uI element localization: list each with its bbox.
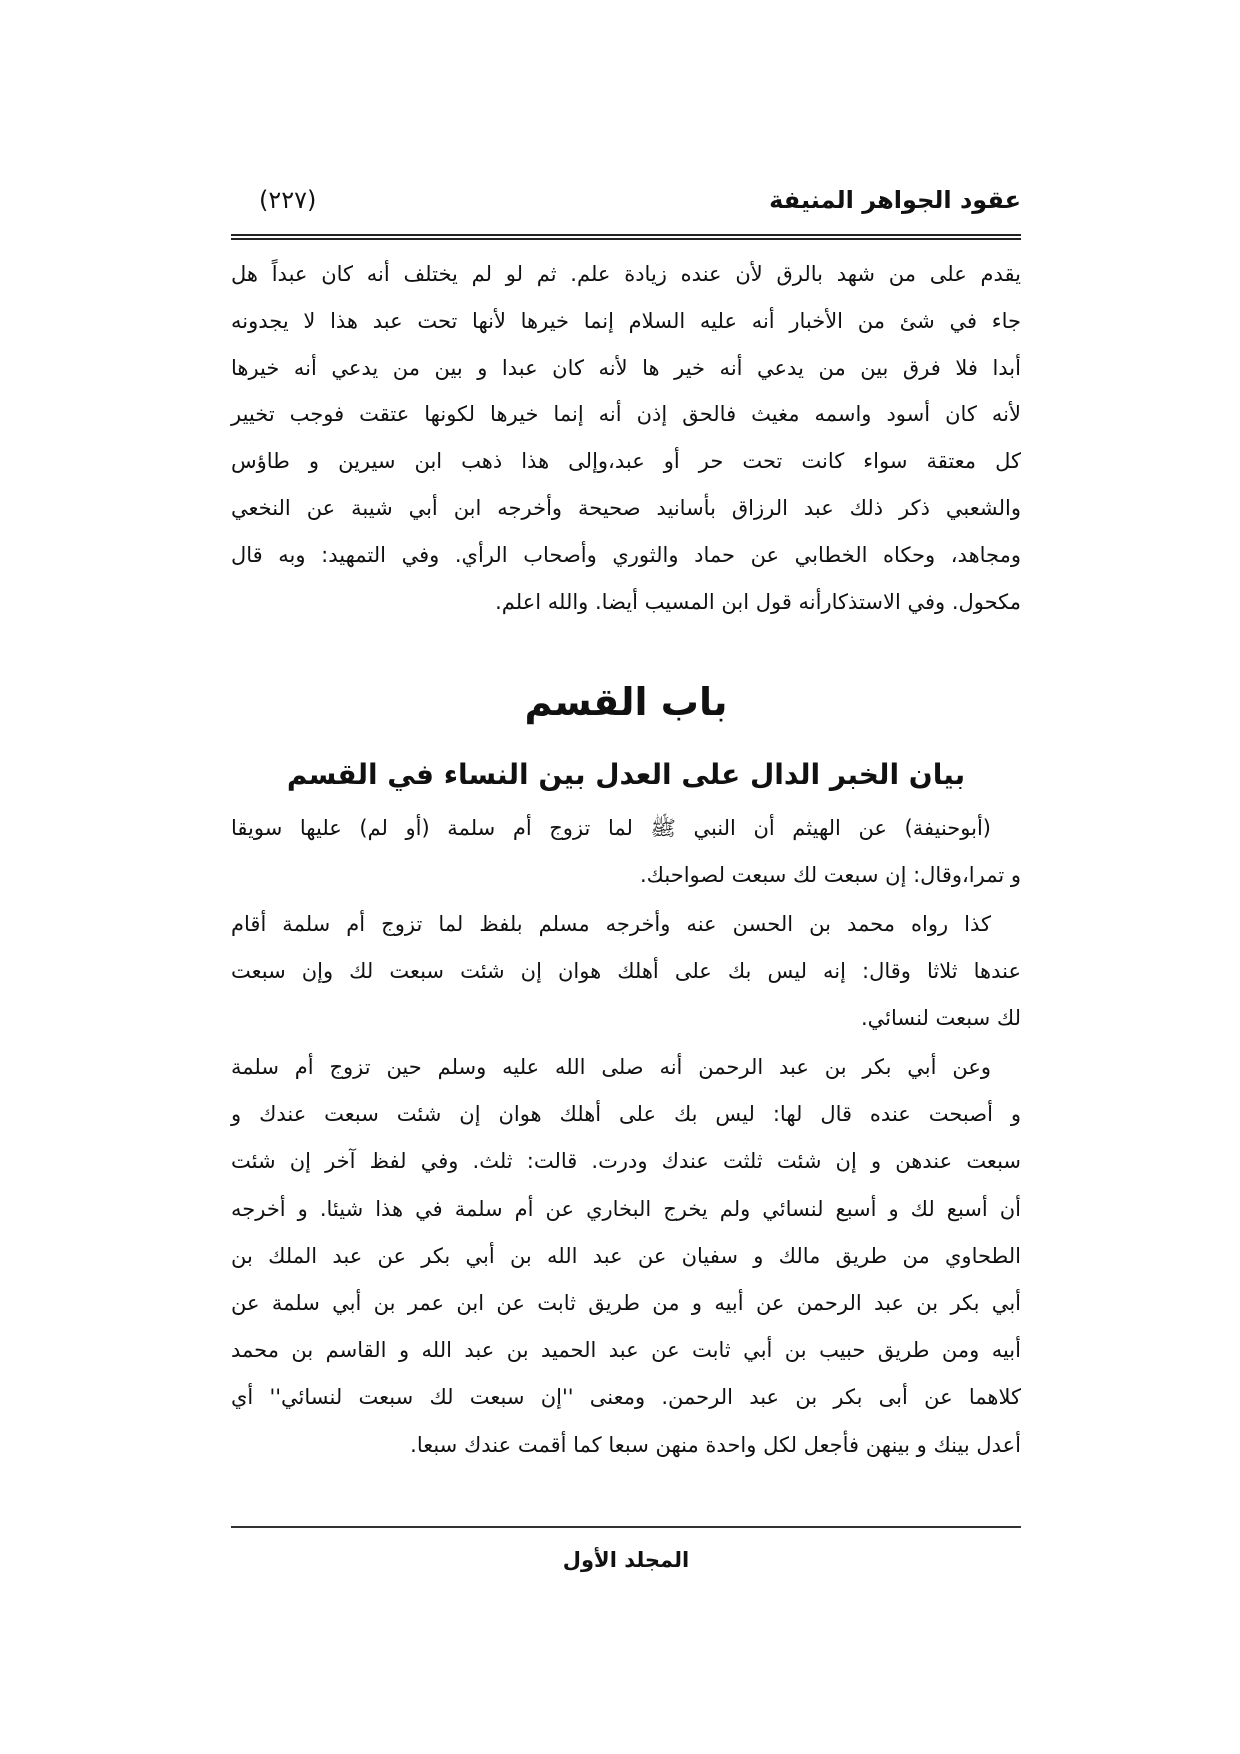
- text-line: وعن أبي بكر بن عبد الرحمن أنه صلى الله عليه وسلم حين تزوج أم سلمة: [231, 1055, 991, 1079]
- text-line: أبي بكر بن عبد الرحمن عن أبيه و من طريق ثابت عن ابن عمر بن أبي سلمة عن: [231, 1291, 1021, 1315]
- text-line: عندها ثلاثا وقال: إنه ليس بك على أهلك هوان إن شئت سبعت لك وإن سبعت: [231, 959, 1021, 984]
- text-line: أبيه ومن طريق حبيب بن أبي ثابت عن عبد الحميد بن عبد الله و القاسم بن محمد: [231, 1338, 1021, 1363]
- text-line: جاء في شئ من الأخبار أنه عليه السلام إنما خيرها لأنها تحت عبد هذا لا يجدونه: [231, 308, 1021, 333]
- book-title: عقود الجواهر المنيفة: [769, 186, 1021, 214]
- text-line: يقدم على من شهد بالرق لأن عنده زيادة علم. ثم لو لم يختلف أنه كان عبداً هل: [231, 262, 1021, 286]
- text-line: سبعت عندهن و إن شئت ثلثت عندك ودرت. قالت: ثلث. وفي لفظ آخر إن شئت: [231, 1149, 1021, 1174]
- section-title: بيان الخبر الدال على العدل بين النساء في القسم: [286, 758, 966, 791]
- text-line: كذا رواه محمد بن الحسن عنه وأخرجه مسلم بلفظ لما تزوج أم سلمة أقام: [231, 912, 991, 936]
- header-double-rule: [231, 234, 1021, 240]
- text-line: ومجاهد، وحكاه الخطابي عن حماد والثوري وأصحاب الرأي. وفي التمهيد: وبه قال: [231, 542, 1021, 567]
- text-line: كلاهما عن أبى بكر بن عبد الرحمن. ومعنى ''إن سبعت لك سبعت لنسائي'' أي: [231, 1385, 1021, 1410]
- text-line: أن أسبع لك و أسبع لنسائي ولم يخرج البخاري عن أم سلمة في هذا شيئا. و أخرجه: [231, 1196, 1021, 1221]
- running-header: [231, 186, 1021, 230]
- footer-rule: [231, 1526, 1021, 1528]
- text-line: أبدا فلا فرق بين من يدعي أنه خير ها لأنه كان عبدا و بين من يدعي أنه خيرها: [231, 355, 1021, 380]
- text-line: و أصبحت عنده قال لها: ليس بك على أهلك هوان إن شئت سبعت عندك و: [231, 1102, 1021, 1127]
- chapter-title: باب القسم: [524, 680, 728, 724]
- text-line: مكحول. وفي الاستذكارأنه قول ابن المسيب أيضا. والله اعلم.: [495, 589, 1021, 614]
- text-line: (أبوحنيفة) عن الهيثم أن النبي ﷺ لما تزوج أم سلمة (أو لم) عليها سويقا: [231, 816, 991, 840]
- text-line: والشعبي ذكر ذلك عبد الرزاق بأسانيد صحيحة وأخرجه ابن أبي شيبة عن النخعي: [231, 496, 1021, 520]
- text-line: و تمرا،وقال: إن سبعت لك سبعت لصواحبك.: [640, 863, 1021, 888]
- volume-label: المجلد الأول: [562, 1548, 690, 1572]
- text-line: كل معتقة سواء كانت تحت حر أو عبد،وإلى هذا ذهب ابن سيرين و طاؤس: [231, 449, 1021, 474]
- text-line: لك سبعت لنسائي.: [860, 1006, 1021, 1031]
- page-number: (٢٢٧): [259, 186, 317, 214]
- text-line: لأنه كان أسود واسمه مغيث فالحق إذن أنه إنما خيرها لكونها عتقت فوجب تخيير: [231, 402, 1021, 427]
- text-line: الطحاوي من طريق مالك و سفيان عن عبد الله بن أبي بكر عن عبد الملك بن: [231, 1243, 1021, 1268]
- text-line: أعدل بينك و بينهن فأجعل لكل واحدة منهن سبعا كما أقمت عندك سبعا.: [410, 1432, 1021, 1457]
